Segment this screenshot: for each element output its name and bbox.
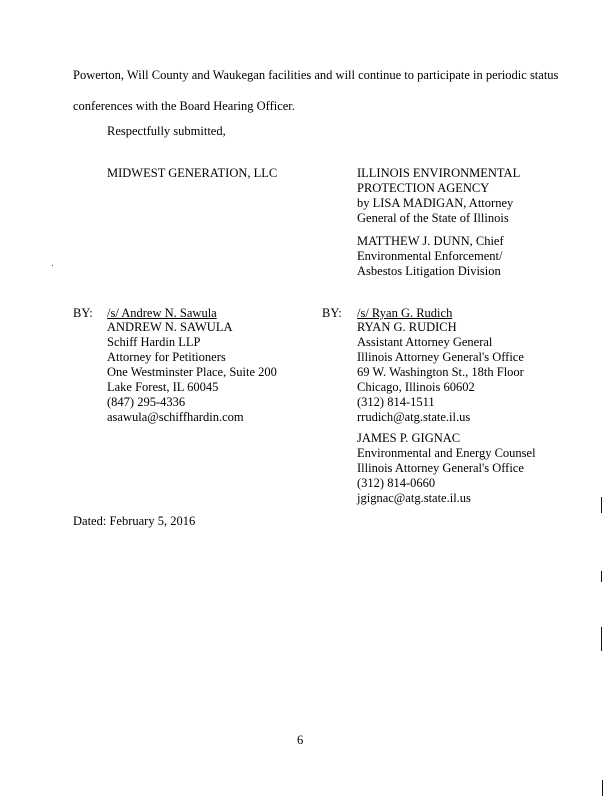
- left-signatory-line: ANDREW N. SAWULA: [107, 320, 233, 334]
- right-signatory-line: Assistant Attorney General: [357, 335, 493, 349]
- right-signatory-line: 69 W. Washington St., 18th Floor: [357, 365, 524, 379]
- left-by-label: BY:: [73, 306, 93, 320]
- right-second-attorney-line: Environmental and Energy Counsel: [357, 446, 536, 460]
- right-chief-line: MATTHEW J. DUNN, Chief: [357, 234, 504, 248]
- scan-edge-mark: [602, 780, 603, 796]
- left-signatory-block: [107, 320, 277, 425]
- right-signature-line: [357, 306, 510, 321]
- left-signature-line: [107, 306, 279, 321]
- left-signatory-line: Schiff Hardin LLP: [107, 335, 201, 349]
- right-signatory-line: RYAN G. RUDICH: [357, 320, 457, 334]
- scan-edge-mark: [601, 571, 602, 582]
- dated-line: Dated: February 5, 2016: [73, 514, 196, 528]
- right-second-attorney-line: (312) 814-0660: [357, 476, 436, 490]
- left-signatory-line: asawula@schiffhardin.com: [107, 410, 244, 424]
- right-party-name-line: General of the State of Illinois: [357, 211, 509, 225]
- left-party-name: MIDWEST GENERATION, LLC: [107, 166, 278, 180]
- right-second-attorney-line: JAMES P. GIGNAC: [357, 431, 461, 445]
- right-by-label: BY:: [322, 306, 342, 320]
- left-signatory-line: One Westminster Place, Suite 200: [107, 365, 277, 379]
- page-number: 6: [297, 733, 304, 747]
- closing-text: Respectfully submitted,: [107, 124, 226, 138]
- left-signatory-line: Lake Forest, IL 60045: [107, 380, 219, 394]
- left-signatory-line: (847) 295-4336: [107, 395, 186, 409]
- right-party-name-block: [357, 166, 520, 226]
- right-signatory-line: rrudich@atg.state.il.us: [357, 410, 471, 424]
- right-second-attorney-block: [357, 431, 536, 506]
- right-signatory-line: Chicago, Illinois 60602: [357, 380, 475, 394]
- right-chief-block: [357, 234, 504, 279]
- right-signatory-line: Illinois Attorney General's Office: [357, 350, 524, 364]
- right-party-name-line: PROTECTION AGENCY: [357, 181, 490, 195]
- right-signature: /s/ Ryan G. Rudich: [357, 306, 453, 320]
- scan-edge-mark: [601, 497, 602, 513]
- right-chief-line: Environmental Enforcement/: [357, 249, 503, 263]
- right-signatory-block: [357, 320, 524, 425]
- intro-line-2: conferences with the Board Hearing Officer.: [73, 99, 295, 113]
- right-party-name-line: by LISA MADIGAN, Attorney: [357, 196, 514, 210]
- intro-line-1: Powerton, Will County and Waukegan facilities and will continue to participate in periodic status: [73, 68, 559, 82]
- right-second-attorney-line: Illinois Attorney General's Office: [357, 461, 524, 475]
- right-chief-line: Asbestos Litigation Division: [357, 264, 501, 278]
- scan-speck: [52, 265, 53, 266]
- left-signature: /s/ Andrew N. Sawula: [107, 306, 217, 320]
- right-signatory-line: (312) 814-1511: [357, 395, 435, 409]
- right-second-attorney-line: jgignac@atg.state.il.us: [357, 491, 471, 505]
- right-party-name-line: ILLINOIS ENVIRONMENTAL: [357, 166, 521, 180]
- scan-edge-mark: [601, 627, 602, 651]
- left-signatory-line: Attorney for Petitioners: [107, 350, 226, 364]
